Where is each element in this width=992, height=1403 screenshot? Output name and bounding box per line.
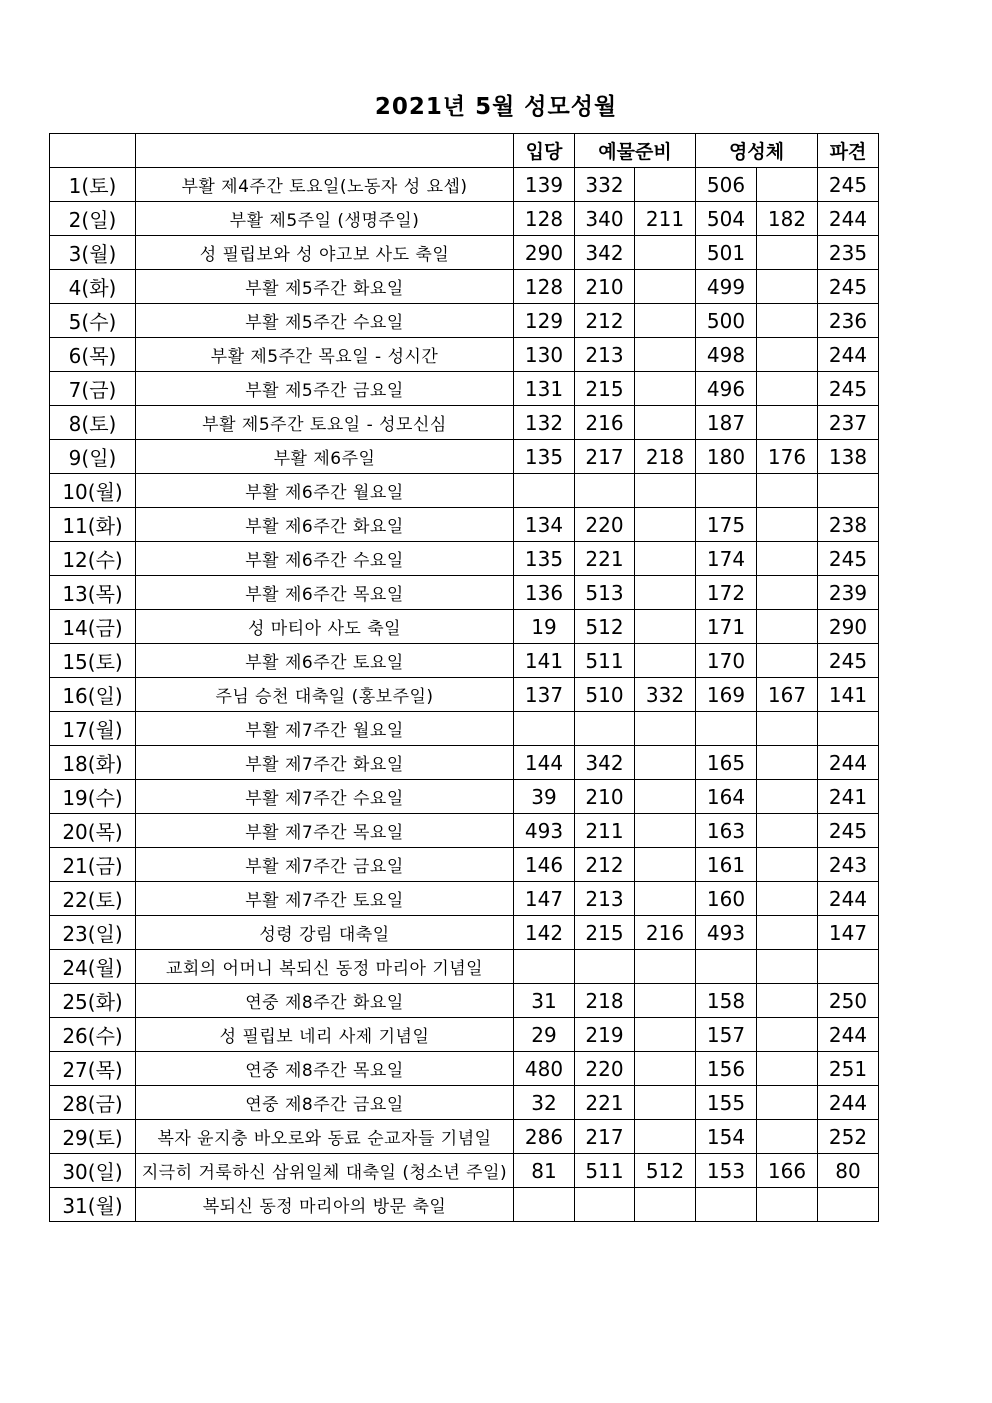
cell-entrance: 139 [514,168,575,202]
cell-entrance: 31 [514,984,575,1018]
page-title: 2021년 5월 성모성월 [374,94,618,120]
cell-communion-2 [757,984,818,1018]
cell-communion-2 [757,848,818,882]
cell-dismissal: 244 [818,202,879,236]
cell-communion-2 [757,372,818,406]
cell-description: 부활 제5주간 목요일 - 성시간 [136,338,514,372]
cell-communion-2 [757,882,818,916]
cell-communion-1: 499 [696,270,757,304]
cell-dismissal: 243 [818,848,879,882]
cell-communion-2 [757,1018,818,1052]
cell-dismissal: 251 [818,1052,879,1086]
header-offertory: 예물준비 [575,134,696,168]
cell-description: 부활 제5주간 화요일 [136,270,514,304]
cell-entrance: 128 [514,202,575,236]
cell-dismissal [818,950,879,984]
cell-offertory-1: 215 [575,372,635,406]
cell-communion-1: 158 [696,984,757,1018]
cell-date: 31(월) [50,1188,136,1222]
cell-dismissal: 244 [818,746,879,780]
cell-date: 24(월) [50,950,136,984]
cell-communion-2 [757,338,818,372]
cell-offertory-2: 512 [635,1154,696,1188]
cell-description: 교회의 어머니 복되신 동정 마리아 기념일 [136,950,514,984]
cell-dismissal: 244 [818,882,879,916]
cell-offertory-2 [635,1188,696,1222]
cell-entrance: 147 [514,882,575,916]
cell-offertory-2 [635,814,696,848]
cell-date: 20(목) [50,814,136,848]
cell-description: 부활 제7주간 월요일 [136,712,514,746]
table-row [50,1052,879,1086]
cell-communion-1: 180 [696,440,757,474]
cell-date: 18(화) [50,746,136,780]
cell-entrance [514,950,575,984]
cell-offertory-1: 513 [575,576,635,610]
cell-communion-2: 182 [757,202,818,236]
cell-offertory-1 [575,712,635,746]
cell-communion-1: 498 [696,338,757,372]
cell-communion-1: 160 [696,882,757,916]
cell-offertory-2: 216 [635,916,696,950]
cell-date: 8(토) [50,406,136,440]
cell-description: 부활 제5주간 수요일 [136,304,514,338]
cell-entrance: 136 [514,576,575,610]
cell-date: 15(토) [50,644,136,678]
cell-entrance: 129 [514,304,575,338]
cell-communion-2 [757,168,818,202]
table-row [50,644,879,678]
table-row [50,610,879,644]
cell-offertory-1: 215 [575,916,635,950]
cell-entrance: 132 [514,406,575,440]
cell-offertory-1: 217 [575,1120,635,1154]
cell-communion-2 [757,746,818,780]
cell-offertory-2 [635,168,696,202]
cell-offertory-1: 220 [575,1052,635,1086]
table-row [50,236,879,270]
cell-entrance: 290 [514,236,575,270]
cell-communion-1 [696,712,757,746]
cell-date: 25(화) [50,984,136,1018]
cell-dismissal: 147 [818,916,879,950]
cell-offertory-2: 211 [635,202,696,236]
cell-description: 복자 윤지충 바오로와 동료 순교자들 기념일 [136,1120,514,1154]
cell-dismissal: 80 [818,1154,879,1188]
cell-entrance: 130 [514,338,575,372]
cell-description: 부활 제6주간 목요일 [136,576,514,610]
cell-description: 부활 제6주간 화요일 [136,508,514,542]
cell-description: 주님 승천 대축일 (홍보주일) [136,678,514,712]
table-row [50,780,879,814]
cell-description: 부활 제5주간 금요일 [136,372,514,406]
cell-dismissal: 138 [818,440,879,474]
cell-communion-2 [757,1052,818,1086]
cell-offertory-2 [635,542,696,576]
cell-communion-1 [696,474,757,508]
table-row [50,508,879,542]
cell-communion-1: 171 [696,610,757,644]
cell-date: 23(일) [50,916,136,950]
table-row [50,916,879,950]
cell-communion-1: 496 [696,372,757,406]
cell-entrance: 480 [514,1052,575,1086]
cell-date: 2(일) [50,202,136,236]
cell-description: 부활 제6주간 수요일 [136,542,514,576]
cell-dismissal: 239 [818,576,879,610]
cell-offertory-1: 511 [575,644,635,678]
cell-communion-1: 169 [696,678,757,712]
table-row [50,474,879,508]
cell-description: 복되신 동정 마리아의 방문 축일 [136,1188,514,1222]
cell-offertory-1: 510 [575,678,635,712]
header-dismissal: 파견 [818,134,879,168]
table-row [50,440,879,474]
cell-description: 부활 제7주간 토요일 [136,882,514,916]
cell-entrance: 29 [514,1018,575,1052]
cell-dismissal [818,474,879,508]
cell-date: 6(목) [50,338,136,372]
table-row [50,542,879,576]
cell-entrance [514,474,575,508]
cell-date: 17(월) [50,712,136,746]
cell-offertory-1: 512 [575,610,635,644]
cell-dismissal: 252 [818,1120,879,1154]
cell-communion-1: 157 [696,1018,757,1052]
cell-offertory-1: 221 [575,1086,635,1120]
cell-entrance [514,1188,575,1222]
header-communion: 영성체 [696,134,818,168]
cell-entrance: 131 [514,372,575,406]
table-row [50,406,879,440]
cell-communion-2 [757,270,818,304]
cell-offertory-1 [575,474,635,508]
cell-dismissal: 250 [818,984,879,1018]
cell-dismissal: 245 [818,372,879,406]
cell-offertory-2 [635,1086,696,1120]
table-row [50,576,879,610]
cell-communion-1: 161 [696,848,757,882]
table-row [50,1018,879,1052]
cell-communion-2 [757,610,818,644]
cell-description: 성 필립보와 성 야고보 사도 축일 [136,236,514,270]
cell-communion-2 [757,950,818,984]
cell-dismissal: 245 [818,814,879,848]
cell-dismissal: 238 [818,508,879,542]
cell-offertory-2 [635,576,696,610]
cell-entrance: 286 [514,1120,575,1154]
cell-offertory-2 [635,1052,696,1086]
cell-date: 14(금) [50,610,136,644]
cell-date: 3(월) [50,236,136,270]
cell-offertory-2 [635,474,696,508]
table-row [50,1188,879,1222]
cell-offertory-2 [635,712,696,746]
cell-communion-2 [757,712,818,746]
table-body [50,168,879,1222]
cell-offertory-1: 210 [575,780,635,814]
cell-description: 부활 제5주간 토요일 - 성모신심 [136,406,514,440]
cell-description: 부활 제7주간 화요일 [136,746,514,780]
cell-communion-2 [757,1120,818,1154]
cell-communion-2 [757,542,818,576]
cell-date: 21(금) [50,848,136,882]
cell-offertory-1: 511 [575,1154,635,1188]
table-row [50,1154,879,1188]
cell-description: 부활 제7주간 금요일 [136,848,514,882]
cell-communion-2 [757,1188,818,1222]
cell-entrance: 39 [514,780,575,814]
cell-dismissal: 244 [818,338,879,372]
cell-communion-1: 164 [696,780,757,814]
cell-description: 부활 제7주간 목요일 [136,814,514,848]
cell-communion-1: 175 [696,508,757,542]
cell-offertory-1: 213 [575,338,635,372]
cell-dismissal: 244 [818,1086,879,1120]
cell-description: 부활 제5주일 (생명주일) [136,202,514,236]
cell-dismissal [818,1188,879,1222]
cell-communion-2 [757,916,818,950]
header-date [50,134,136,168]
cell-entrance: 144 [514,746,575,780]
cell-date: 10(월) [50,474,136,508]
cell-offertory-2 [635,746,696,780]
cell-offertory-2 [635,338,696,372]
cell-offertory-2 [635,950,696,984]
table-row [50,304,879,338]
cell-date: 30(일) [50,1154,136,1188]
cell-offertory-1: 212 [575,848,635,882]
cell-communion-2 [757,780,818,814]
cell-communion-1 [696,950,757,984]
cell-communion-2 [757,406,818,440]
cell-offertory-1: 218 [575,984,635,1018]
table-header-row [50,134,879,168]
cell-date: 13(목) [50,576,136,610]
cell-dismissal: 245 [818,644,879,678]
cell-communion-2: 176 [757,440,818,474]
cell-offertory-1: 340 [575,202,635,236]
table-row [50,882,879,916]
cell-description: 성령 강림 대축일 [136,916,514,950]
cell-offertory-2 [635,882,696,916]
cell-entrance: 135 [514,440,575,474]
cell-offertory-1 [575,950,635,984]
cell-description: 지극히 거룩하신 삼위일체 대축일 (청소년 주일) [136,1154,514,1188]
table-row [50,202,879,236]
cell-date: 22(토) [50,882,136,916]
cell-description: 성 필립보 네리 사제 기념일 [136,1018,514,1052]
table-row [50,372,879,406]
cell-communion-1: 174 [696,542,757,576]
cell-description: 연중 제8주간 금요일 [136,1086,514,1120]
table-row [50,814,879,848]
cell-entrance: 137 [514,678,575,712]
cell-description: 부활 제7주간 수요일 [136,780,514,814]
cell-offertory-2 [635,508,696,542]
table-row [50,270,879,304]
cell-dismissal: 236 [818,304,879,338]
cell-communion-1: 170 [696,644,757,678]
cell-communion-1: 153 [696,1154,757,1188]
cell-dismissal: 141 [818,678,879,712]
cell-offertory-2 [635,848,696,882]
cell-date: 27(목) [50,1052,136,1086]
header-entrance: 입당 [514,134,575,168]
cell-dismissal: 237 [818,406,879,440]
cell-offertory-1: 220 [575,508,635,542]
cell-entrance: 135 [514,542,575,576]
cell-offertory-1: 217 [575,440,635,474]
cell-communion-2 [757,508,818,542]
cell-offertory-1: 216 [575,406,635,440]
table-row [50,746,879,780]
cell-entrance [514,712,575,746]
cell-offertory-1: 332 [575,168,635,202]
table-row [50,712,879,746]
cell-communion-1: 506 [696,168,757,202]
cell-offertory-2 [635,372,696,406]
cell-communion-1: 154 [696,1120,757,1154]
cell-communion-1: 504 [696,202,757,236]
cell-dismissal: 290 [818,610,879,644]
cell-offertory-2 [635,236,696,270]
cell-date: 9(일) [50,440,136,474]
cell-communion-2 [757,1086,818,1120]
cell-offertory-2 [635,1120,696,1154]
cell-offertory-1: 342 [575,746,635,780]
cell-offertory-2 [635,644,696,678]
cell-communion-2 [757,236,818,270]
cell-dismissal: 235 [818,236,879,270]
cell-description: 연중 제8주간 화요일 [136,984,514,1018]
cell-communion-1 [696,1188,757,1222]
cell-offertory-1 [575,1188,635,1222]
cell-date: 19(수) [50,780,136,814]
cell-dismissal [818,712,879,746]
cell-offertory-1: 219 [575,1018,635,1052]
cell-entrance: 146 [514,848,575,882]
cell-description: 부활 제6주간 월요일 [136,474,514,508]
cell-offertory-2 [635,610,696,644]
hymn-schedule-table [49,133,879,1222]
table-row [50,168,879,202]
cell-communion-1: 156 [696,1052,757,1086]
cell-offertory-1: 211 [575,814,635,848]
cell-offertory-1: 221 [575,542,635,576]
cell-offertory-2 [635,1018,696,1052]
cell-communion-1: 165 [696,746,757,780]
cell-date: 29(토) [50,1120,136,1154]
cell-date: 5(수) [50,304,136,338]
table-row [50,848,879,882]
cell-entrance: 81 [514,1154,575,1188]
cell-entrance: 19 [514,610,575,644]
cell-communion-2 [757,644,818,678]
cell-description: 부활 제6주간 토요일 [136,644,514,678]
cell-offertory-2: 218 [635,440,696,474]
cell-entrance: 142 [514,916,575,950]
cell-communion-1: 493 [696,916,757,950]
cell-date: 4(화) [50,270,136,304]
cell-communion-1: 187 [696,406,757,440]
cell-dismissal: 241 [818,780,879,814]
cell-entrance: 134 [514,508,575,542]
cell-communion-1: 155 [696,1086,757,1120]
cell-dismissal: 245 [818,270,879,304]
cell-communion-2 [757,814,818,848]
cell-communion-2: 167 [757,678,818,712]
table-row [50,984,879,1018]
cell-entrance: 493 [514,814,575,848]
table-row [50,950,879,984]
cell-communion-2 [757,576,818,610]
cell-entrance: 141 [514,644,575,678]
cell-communion-1: 163 [696,814,757,848]
table-row [50,678,879,712]
table-row [50,1086,879,1120]
cell-date: 26(수) [50,1018,136,1052]
table-row [50,338,879,372]
cell-communion-2 [757,474,818,508]
cell-offertory-2 [635,270,696,304]
cell-offertory-2 [635,984,696,1018]
cell-offertory-1: 342 [575,236,635,270]
cell-dismissal: 245 [818,168,879,202]
cell-description: 부활 제4주간 토요일(노동자 성 요셉) [136,168,514,202]
cell-offertory-1: 210 [575,270,635,304]
cell-offertory-1: 213 [575,882,635,916]
cell-description: 연중 제8주간 목요일 [136,1052,514,1086]
cell-date: 16(일) [50,678,136,712]
cell-description: 부활 제6주일 [136,440,514,474]
cell-date: 7(금) [50,372,136,406]
cell-date: 11(화) [50,508,136,542]
cell-entrance: 32 [514,1086,575,1120]
cell-date: 28(금) [50,1086,136,1120]
cell-dismissal: 245 [818,542,879,576]
cell-dismissal: 244 [818,1018,879,1052]
cell-communion-2: 166 [757,1154,818,1188]
cell-date: 12(수) [50,542,136,576]
cell-offertory-2 [635,406,696,440]
cell-communion-1: 501 [696,236,757,270]
cell-date: 1(토) [50,168,136,202]
header-description [136,134,514,168]
cell-offertory-2 [635,780,696,814]
table-row [50,1120,879,1154]
cell-offertory-2: 332 [635,678,696,712]
cell-offertory-1: 212 [575,304,635,338]
cell-communion-2 [757,304,818,338]
cell-offertory-2 [635,304,696,338]
cell-communion-1: 500 [696,304,757,338]
cell-description: 성 마티아 사도 축일 [136,610,514,644]
cell-communion-1: 172 [696,576,757,610]
cell-entrance: 128 [514,270,575,304]
